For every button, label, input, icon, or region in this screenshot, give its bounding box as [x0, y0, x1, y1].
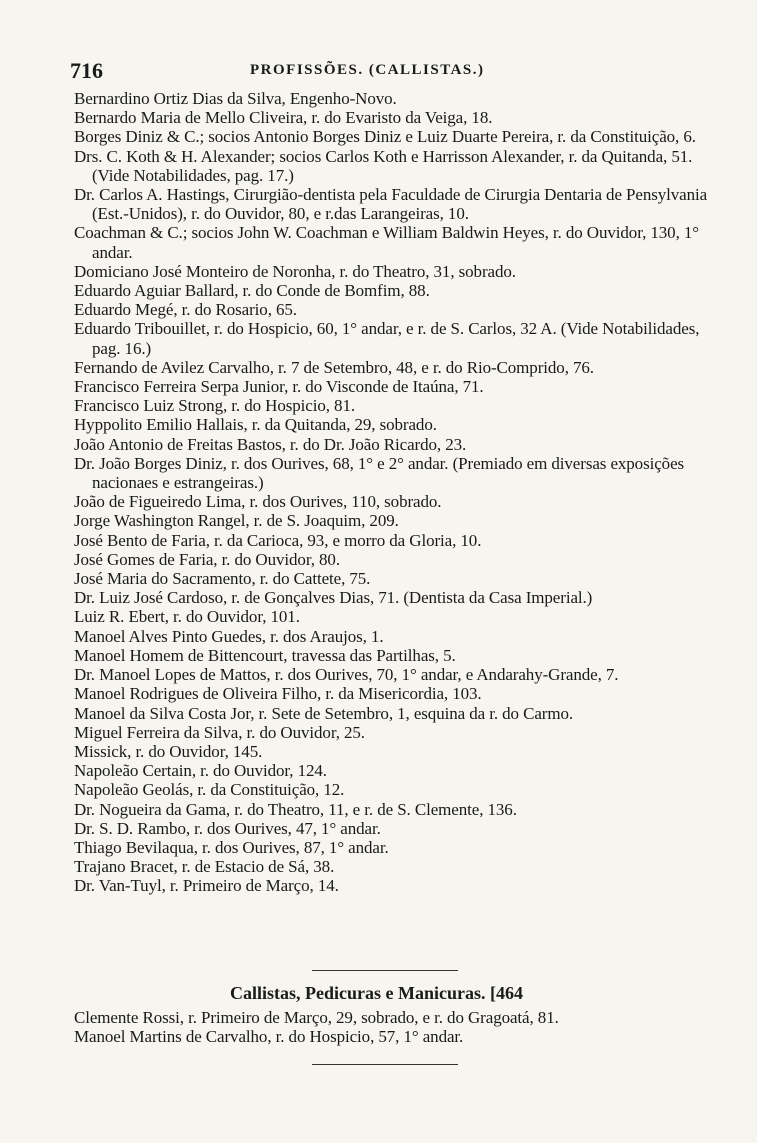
list-item: José Gomes de Faria, r. do Ouvidor, 80. [74, 549, 340, 569]
list-item: Eduardo Aguiar Ballard, r. do Conde de Bomfim, 88. [74, 281, 430, 301]
list-item: Bernardino Ortiz Dias da Silva, Engenho-Novo. [74, 89, 397, 108]
list-item: Trajano Bracet, r. de Estacio de Sá, 38. [74, 857, 335, 877]
list-item: Borges Diniz & C.; socios Antonio Borges Diniz e Luiz Duarte Pereira, r. da Constituição, 6. [74, 127, 696, 147]
list-item: João de Figueiredo Lima, r. dos Ourives, 110, sobrado. [74, 492, 442, 512]
list-item: Dr. Nogueira da Gama, r. do Theatro, 11, e r. de S. Clemente, 136. [74, 799, 517, 819]
section-divider [312, 970, 458, 971]
list-item: Eduardo Tribouillet, r. do Hospicio, 60, 1° andar, e r. de S. Carlos, 32 A. (Vide Notabilidades, pag. 16.) [74, 319, 700, 358]
list-item: Dr. João Borges Diniz, r. dos Ourives, 68, 1° e 2° andar. (Premiado em diversas exposições nacionaes e estrangeiras.) [74, 453, 685, 493]
list-item: Bernardo Maria de Mello Cliveira, r. do Evaristo da Veiga, 18. [74, 108, 493, 128]
entry-list [74, 89, 714, 896]
list-item: Dr. Luiz José Cardoso, r. de Gonçalves Dias, 71. (Dentista da Casa Imperial.) [74, 588, 593, 608]
list-item: Dr. Van-Tuyl, r. Primeiro de Março, 14. [74, 876, 339, 896]
list-item: Francisco Luiz Strong, r. do Hospicio, 81. [74, 396, 355, 416]
list-item: Luiz R. Ebert, r. do Ouvidor, 101. [74, 607, 300, 627]
list-item: Fernando de Avilez Carvalho, r. 7 de Setembro, 48, e r. do Rio-Comprido, 76. [74, 357, 594, 377]
list-item: Manoel Alves Pinto Guedes, r. dos Araujos, 1. [74, 626, 384, 646]
list-item: Miguel Ferreira da Silva, r. do Ouvidor, 25. [74, 722, 365, 742]
list-item: José Maria do Sacramento, r. do Cattete, 75. [74, 569, 371, 589]
list-item: Missick, r. do Ouvidor, 145. [74, 741, 263, 761]
list-item: Napoleão Geolás, r. da Constituição, 12. [74, 780, 345, 800]
list-item: Manoel Rodrigues de Oliveira Filho, r. da Misericordia, 103. [74, 684, 482, 704]
list-item: Clemente Rossi, r. Primeiro de Março, 29, sobrado, e r. do Gragoatá, 81. [74, 1008, 559, 1027]
list-item: Dr. Carlos A. Hastings, Cirurgião-dentista pela Faculdade de Cirurgia Dentaria de Pensylvania (Est.-Unidos), r. do Ouvidor, 80, e r.das Larangeiras, 10. [74, 185, 708, 224]
list-item: Hyppolito Emilio Hallais, r. da Quitanda, 29, sobrado. [74, 415, 437, 435]
list-item: Napoleão Certain, r. do Ouvidor, 124. [74, 761, 327, 781]
list-item: Drs. C. Koth & H. Alexander; socios Carlos Koth e Harrisson Alexander, r. da Quitanda, 51. (Vide Notabilidades, pag. 17.) [74, 146, 693, 185]
list-item: Manoel Homem de Bittencourt, travessa das Partilhas, 5. [74, 645, 456, 665]
list-item: Dr. S. D. Rambo, r. dos Ourives, 47, 1° andar. [74, 818, 381, 838]
list-item: João Antonio de Freitas Bastos, r. do Dr. João Ricardo, 23. [74, 434, 467, 454]
list-item: Dr. Manoel Lopes de Mattos, r. dos Ourives, 70, 1° andar, e Andarahy-Grande, 7. [74, 665, 619, 685]
running-head: PROFISSÕES. (CALLISTAS.) [250, 62, 485, 78]
page-header [70, 58, 690, 86]
list-item: Manoel da Silva Costa Jor, r. Sete de Setembro, 1, esquina da r. do Carmo. [74, 703, 573, 723]
bottom-divider [312, 1064, 458, 1065]
list-item: Domiciano José Monteiro de Noronha, r. do Theatro, 31, sobrado. [74, 261, 516, 281]
section-entry-list [74, 1008, 714, 1046]
list-item: Manoel Martins de Carvalho, r. do Hospicio, 57, 1° andar. [74, 1027, 464, 1047]
section-title: Callistas, Pedicuras e Manicuras. [464 [230, 983, 523, 1003]
list-item: Jorge Washington Rangel, r. de S. Joaquim, 209. [74, 511, 399, 531]
list-item: Francisco Ferreira Serpa Junior, r. do Visconde de Itaúna, 71. [74, 377, 484, 397]
list-item: José Bento de Faria, r. da Carioca, 93, e morro da Gloria, 10. [74, 530, 482, 550]
list-item: Eduardo Megé, r. do Rosario, 65. [74, 300, 297, 320]
list-item: Coachman & C.; socios John W. Coachman e William Baldwin Heyes, r. do Ouvidor, 130, 1° andar. [74, 223, 699, 262]
list-item: Thiago Bevilaqua, r. dos Ourives, 87, 1° andar. [74, 837, 389, 857]
page-number: 716 [70, 58, 103, 83]
